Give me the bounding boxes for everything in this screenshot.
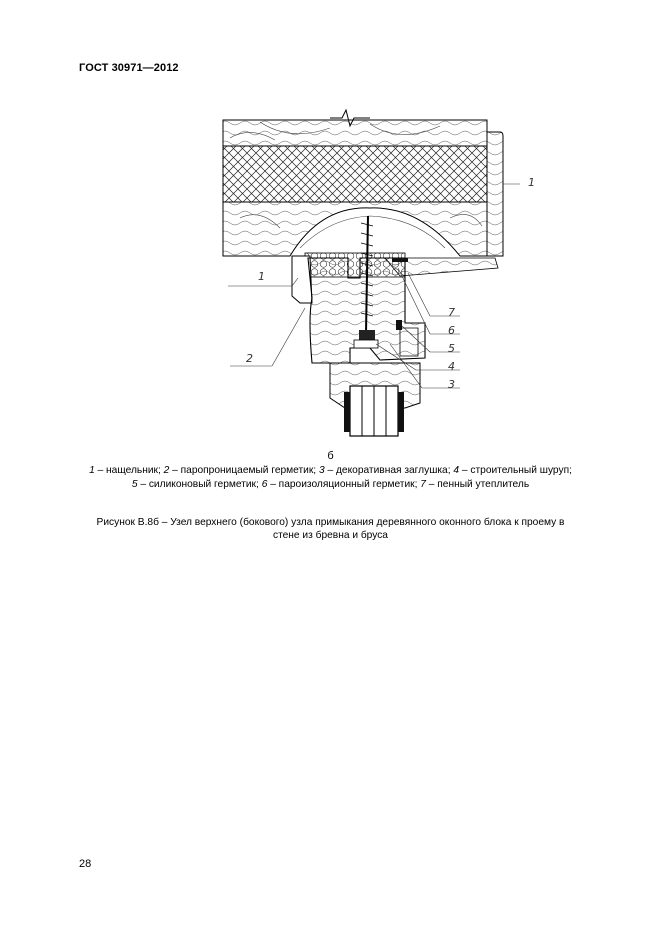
legend-text: – пенный утеплитель: [425, 479, 530, 490]
legend-num: 3: [318, 465, 325, 476]
legend-text: – силиконовый герметик;: [137, 479, 262, 490]
caption-line-2: стене из бревна и бруса: [273, 530, 388, 541]
legend-line-1: [60, 464, 601, 478]
legend-num: 7: [420, 479, 426, 490]
wall-top-timber: [223, 120, 487, 146]
callout-1-left: 1: [258, 270, 265, 283]
wall-insulation-band: [223, 146, 487, 202]
legend-num: 1: [89, 465, 95, 476]
caption-line-1: Рисунок В.8б – Узел верхнего (бокового) узла примыкания деревянного оконного блока к проему в: [96, 517, 565, 528]
technical-drawing: [220, 108, 520, 438]
callout-5: 5: [448, 342, 455, 355]
figure-sublabel: б: [327, 450, 334, 462]
figure-legend: [60, 464, 601, 492]
legend-num: 5: [131, 479, 138, 490]
legend-num: 2: [163, 465, 170, 476]
callout-1-right: 1: [528, 176, 535, 189]
callout-6: 6: [448, 324, 455, 337]
page-number: 28: [79, 858, 92, 870]
figure-caption: [60, 516, 601, 542]
legend-text: – паропроницаемый герметик;: [169, 465, 319, 476]
legend-num: 6: [261, 479, 268, 490]
callout-7: 7: [448, 306, 455, 319]
legend-text: – декоративная заглушка;: [324, 465, 454, 476]
wall-lower-timber: [223, 202, 487, 256]
callout-3: 3: [448, 378, 455, 391]
silicone-seal: [396, 320, 402, 330]
callout-4: 4: [448, 360, 455, 373]
legend-num: 4: [453, 465, 460, 476]
decorative-plug: [354, 340, 378, 348]
legend-text: – нащельник;: [94, 465, 164, 476]
vapour-seal: [392, 258, 408, 262]
right-trim-board: [487, 132, 503, 256]
document-header: ГОСТ 30971—2012: [79, 62, 179, 74]
legend-text: – строительный шуруп;: [459, 465, 572, 476]
legend-text: – пароизоляционный герметик;: [267, 479, 421, 490]
sash-glazing: [330, 363, 420, 436]
callout-2: 2: [246, 352, 253, 365]
legend-line-2: [60, 478, 601, 492]
